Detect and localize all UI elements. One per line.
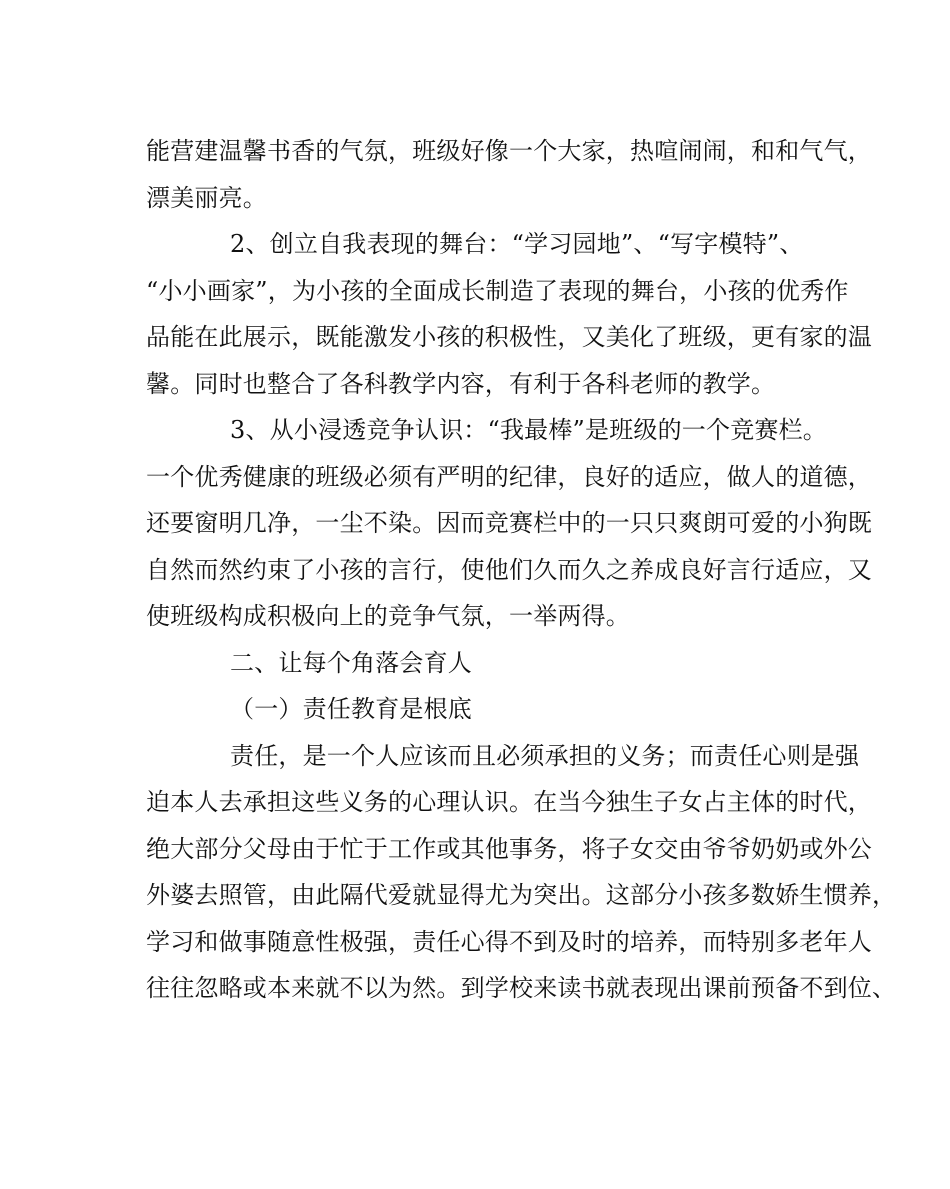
section-heading: 二、让每个角落会育人 (230, 649, 472, 677)
paragraph-start-line: 责任，是一个人应该而且必须承担的义务；而责任心则是强 (230, 742, 860, 770)
text-line: 使班级构成积极向上的竞争气氛，一举两得。 (146, 602, 630, 630)
text-line: 能营建温馨书香的气氛，班级好像一个大家，热喧闹闹，和和气气， (146, 137, 872, 165)
text-line: 一个优秀健康的班级必须有严明的纪律，良好的适应，做人的道德， (146, 463, 872, 491)
text-line: 馨。同时也整合了各科教学内容，有利于各科老师的教学。 (146, 370, 776, 398)
text-line: 绝大部分父母由于忙于工作或其他事务，将子女交由爷爷奶奶或外公 (146, 835, 872, 863)
paragraph-start-line: 2、创立自我表现的舞台：“学习园地”、“写字模特”、 (230, 230, 804, 258)
text-line: 学习和做事随意性极强，责任心得不到及时的培养，而特别多老年人 (146, 928, 872, 956)
text-line: 漂美丽亮。 (146, 184, 267, 212)
paragraph-start-line: 3、从小浸透竞争认识：“我最棒”是班级的一个竞赛栏。 (230, 416, 828, 444)
text-line: 往往忽略或本来就不以为然。到学校来读书就表现出课前预备不到位、 (146, 974, 897, 1002)
text-line: “小小画家”，为小孩的全面成长制造了表现的舞台，小孩的优秀作 (146, 277, 849, 305)
text-line: 外婆去照管，由此隔代爱就显得尤为突出。这部分小孩多数娇生惯养， (146, 881, 897, 909)
subsection-heading: （一）责任教育是根底 (230, 695, 472, 723)
text-line: 品能在此展示，既能激发小孩的积极性，又美化了班级，更有家的温 (146, 323, 872, 351)
text-line: 迫本人去承担这些义务的心理认识。在当今独生子女占主体的时代， (146, 788, 872, 816)
text-line: 还要窗明几净，一尘不染。因而竞赛栏中的一只只爽朗可爱的小狗既 (146, 509, 872, 537)
text-line: 自然而然约束了小孩的言行，使他们久而久之养成良好言行适应，又 (146, 556, 872, 584)
